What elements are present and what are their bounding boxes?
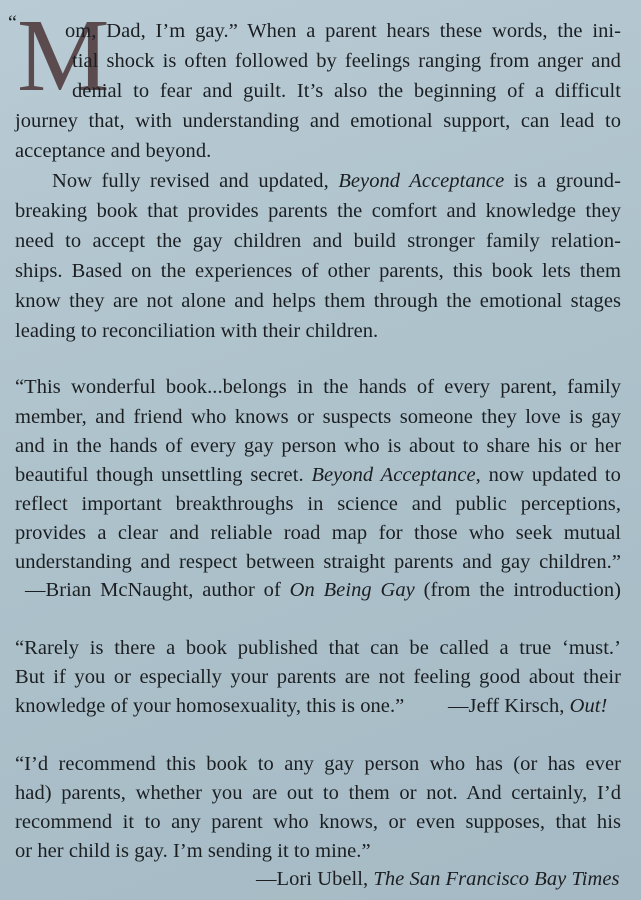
attribution-text: —Lori Ubell, [256,868,369,890]
quote-line: “I’d recommend this book to any gay person who has (or has ever [15,753,621,775]
intro-line: acceptance and beyond. [15,140,212,162]
book-title: Beyond Acceptance [311,464,476,486]
book-title: Beyond Acceptance [338,170,505,192]
quote-line: and in the hands of every gay person who is about to share his or her [15,435,621,457]
description-text: Now fully revised and updated, [52,170,329,192]
quote-line: reflect important breakthroughs in science and public perceptions, [15,493,621,515]
quote-line: member, and friend who knows or suspects someone they love is gay [15,406,621,428]
quote-attribution [448,692,607,720]
intro-line: tial shock is often followed by feelings ranging from anger and [72,50,621,72]
quote-line: or her child is gay. I’m sending it to mine.” [15,840,371,862]
quote-line: recommend it to any parent who knows, or even supposes, that his [15,811,621,833]
intro-line: journey that, with understanding and emotional support, can lead to [15,110,621,132]
quote-line: provides a clear and reliable road map for those who seek mutual [15,522,621,544]
quote-line: had) parents, whether you are out to them or not. And certainly, I’d [15,782,621,804]
description-line: know they are not alone and helps them through the emotional stages [15,290,621,312]
dropcap-open-quote: “ [8,12,17,34]
intro-line: om, Dad, I’m gay.” When a parent hears these words, the ini- [65,20,621,42]
quote-line: But if you or especially your parents are not feeling good about their [15,666,621,688]
description-text: is a ground- [513,170,621,192]
quote-text: beautiful though unsettling secret. [15,464,304,486]
description-line: need to accept the gay children and build stronger family relation- [15,230,621,252]
description-line [52,167,621,195]
description-line: ships. Based on the experiences of other parents, this book lets them [15,260,621,282]
quote-text: , now updated to [475,464,621,486]
intro-line: denial to fear and guilt. It’s also the beginning of a difficult [72,80,621,102]
quote-line: understanding and respect between straight parents and gay children.” [15,551,621,573]
quote-line: “Rarely is there a book published that can be called a true ‘must.’ [15,637,621,659]
book-title: On Being Gay [289,579,415,601]
quote-line [15,461,621,489]
quote-line: “This wonderful book...belongs in the hands of every parent, family [15,376,621,398]
attribution-text: —Brian McNaught, author of [25,579,281,601]
publication-title: Out! [569,695,608,717]
publication-title: The San Francisco Bay Times [373,868,620,890]
quote-attribution [25,576,621,604]
attribution-text: (from the introduction) [423,579,621,601]
description-line: leading to reconciliation with their children. [15,320,379,342]
attribution-text: —Jeff Kirsch, [448,695,565,717]
dropcap-letter: M [17,0,110,113]
description-line: breaking book that provides parents the comfort and knowledge they [15,200,621,222]
quote-line: knowledge of your homosexuality, this is one.” [15,695,405,717]
quote-attribution [256,865,620,893]
